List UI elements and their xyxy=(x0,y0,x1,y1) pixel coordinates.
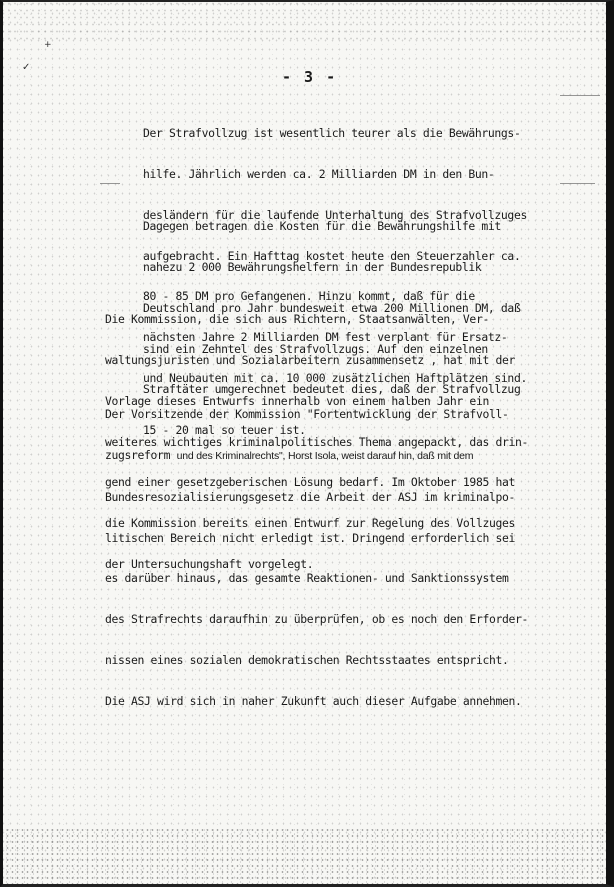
text-line: litischen Bereich nicht erledigt ist. Dringend erforderlich sei xyxy=(105,530,515,545)
text-line: hilfe. Jährlich werden ca. 2 Milliarden DM in den Bun- xyxy=(143,166,495,181)
text-line: nissen eines sozialen demokratischen Rechtsstaates entspricht. xyxy=(105,652,509,667)
paragraph-chairman xyxy=(105,381,528,735)
scan-artifact-line xyxy=(100,183,120,184)
text-line: Vorlage dieses Entwurfs innerhalb von einem halben Jahr ein xyxy=(105,393,489,408)
scan-artifact-mark: + xyxy=(44,40,52,50)
text-line: es darüber hinaus, das gesamte Reaktionen- und Sanktionssystem xyxy=(105,571,509,586)
handwritten-insert: und des Kriminalrechts", Horst Isola, weist darauf hin, daß mit dem xyxy=(176,449,474,462)
text-line: und Neubauten mit ca. 10 000 zusätzlichen Haftplätzen sind. xyxy=(143,370,527,385)
text-line: die Kommission bereits einen Entwurf zur Regelung des Vollzuges xyxy=(105,516,515,531)
scan-noise-bottom xyxy=(0,827,614,887)
text-line: Die Kommission, die sich aus Richtern, Staatsanwälten, Ver- xyxy=(105,312,489,327)
text-line: des Strafrechts daraufhin zu überprüfen, ob es noch den Erforder- xyxy=(105,612,529,627)
text-fragment: zugsreform xyxy=(105,447,177,462)
text-line: nahezu 2 000 Bewährungshelfern in der Bundesrepublik xyxy=(143,259,482,274)
scan-noise-top xyxy=(0,0,614,40)
text-line: aufgebracht. Ein Hafttag kostet heute den Steuerzahler ca. xyxy=(143,248,521,263)
text-line: nächsten Jahre 2 Milliarden DM fest verplant für Ersatz- xyxy=(143,330,508,345)
text-line: 15 - 20 mal so teuer ist. xyxy=(143,423,306,438)
text-line: der Untersuchungshaft vorgelegt. xyxy=(105,556,314,571)
text-line: waltungsjuristen und Sozialarbeitern zusammensetz , hat mit der xyxy=(105,352,515,367)
scan-artifact-line xyxy=(560,183,595,184)
scan-artifact-line xyxy=(560,95,600,96)
text-line: 80 - 85 DM pro Gefangenen. Hinzu kommt, daß für die xyxy=(143,289,475,304)
text-line: gend einer gesetzgeberischen Lösung bedarf. Im Oktober 1985 hat xyxy=(105,475,515,490)
text-line: Der Vorsitzende der Kommission "Fortentwicklung der Strafvoll- xyxy=(105,407,509,422)
text-line: Bundesresozialisierungsgesetz die Arbeit der ASJ im kriminalpo- xyxy=(105,489,515,504)
text-line xyxy=(105,449,528,464)
text-line: Die ASJ wird sich in naher Zukunft auch dieser Aufgabe annehmen. xyxy=(105,693,522,708)
text-line: sind ein Zehntel des Strafvollzugs. Auf den einzelnen xyxy=(143,341,488,356)
text-line: Dagegen betragen die Kosten für die Bewährungshilfe mit xyxy=(143,219,501,234)
page-number: - 3 - xyxy=(282,68,338,86)
text-line: weiteres wichtiges kriminalpolitisches Thema angepackt, das drin- xyxy=(105,434,529,449)
text-line: Straftäter umgerechnet bedeutet dies, daß der Strafvollzug xyxy=(143,382,521,397)
text-line: Der Strafvollzug ist wesentlich teurer als die Bewährungs- xyxy=(143,126,521,141)
scan-artifact-mark: ✓ xyxy=(22,62,31,73)
text-line: desländern für die laufende Unterhaltung des Strafvollzuges xyxy=(143,207,527,222)
text-line: Deutschland pro Jahr bundesweit etwa 200 Millionen DM, daß xyxy=(143,300,521,315)
